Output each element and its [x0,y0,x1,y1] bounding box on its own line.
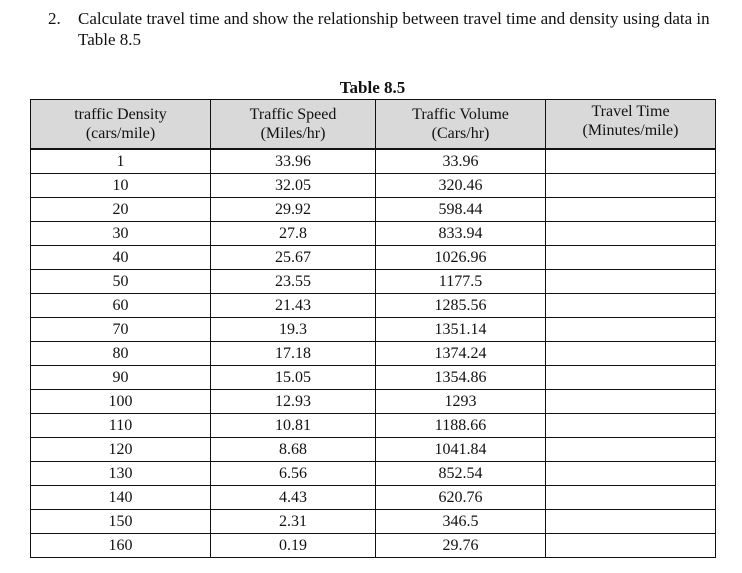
cell-travel-time [546,462,716,486]
cell-density: 90 [31,366,211,390]
cell-travel-time [546,414,716,438]
cell-speed: 2.31 [211,510,376,534]
cell-travel-time [546,534,716,558]
cell-density: 10 [31,174,211,198]
cell-density: 20 [31,198,211,222]
cell-volume: 1041.84 [376,438,546,462]
table-header-row [31,100,716,150]
question-number: 2. [48,9,61,28]
table-row [31,149,716,174]
header-travel-time-unit: (Minutes/mile) [582,122,679,139]
data-table [30,99,716,558]
table-row [31,462,716,486]
cell-density: 70 [31,318,211,342]
cell-travel-time [546,366,716,390]
cell-travel-time [546,222,716,246]
cell-volume: 33.96 [376,149,546,174]
cell-speed: 29.92 [211,198,376,222]
header-travel-time-label: Travel Time [591,103,670,120]
table-row [31,342,716,366]
header-volume-unit: (Cars/hr) [431,125,490,142]
cell-volume: 1188.66 [376,414,546,438]
cell-speed: 15.05 [211,366,376,390]
cell-volume: 29.76 [376,534,546,558]
cell-volume: 833.94 [376,222,546,246]
cell-travel-time [546,342,716,366]
header-volume-label: Traffic Volume [412,106,509,123]
table-row [31,486,716,510]
cell-travel-time [546,486,716,510]
table-row [31,438,716,462]
header-density [31,100,211,150]
table-caption: Table 8.5 [339,78,406,97]
cell-speed: 6.56 [211,462,376,486]
cell-density: 130 [31,462,211,486]
cell-travel-time [546,294,716,318]
cell-speed: 19.3 [211,318,376,342]
cell-speed: 12.93 [211,390,376,414]
cell-volume: 1177.5 [376,270,546,294]
cell-volume: 598.44 [376,198,546,222]
table-row [31,366,716,390]
cell-volume: 1351.14 [376,318,546,342]
table-row [31,318,716,342]
cell-density: 150 [31,510,211,534]
table-row [31,390,716,414]
cell-travel-time [546,318,716,342]
cell-density: 80 [31,342,211,366]
table-row [31,222,716,246]
table-row [31,246,716,270]
table-row [31,510,716,534]
cell-speed: 21.43 [211,294,376,318]
header-speed-label: Traffic Speed [249,106,337,123]
cell-speed: 0.19 [211,534,376,558]
table-row [31,174,716,198]
table-row [31,294,716,318]
cell-travel-time [546,149,716,174]
header-speed [211,100,376,150]
cell-speed: 4.43 [211,486,376,510]
cell-density: 60 [31,294,211,318]
cell-speed: 33.96 [211,149,376,174]
cell-travel-time [546,198,716,222]
cell-volume: 620.76 [376,486,546,510]
cell-density: 40 [31,246,211,270]
cell-speed: 25.67 [211,246,376,270]
header-density-unit: (cars/mile) [85,125,156,142]
cell-speed: 23.55 [211,270,376,294]
cell-density: 120 [31,438,211,462]
cell-volume: 1026.96 [376,246,546,270]
cell-density: 30 [31,222,211,246]
header-density-label: traffic Density [74,106,167,123]
cell-travel-time [546,510,716,534]
header-travel-time [546,100,716,150]
cell-speed: 17.18 [211,342,376,366]
cell-density: 1 [31,149,211,174]
cell-volume: 1285.56 [376,294,546,318]
cell-volume: 852.54 [376,462,546,486]
cell-speed: 8.68 [211,438,376,462]
cell-volume: 1293 [376,390,546,414]
cell-density: 140 [31,486,211,510]
header-volume [376,100,546,150]
question-text: Calculate travel time and show the relationship between travel time and density using data in Table 8.5 [78,9,710,49]
cell-density: 160 [31,534,211,558]
cell-volume: 320.46 [376,174,546,198]
cell-speed: 27.8 [211,222,376,246]
cell-density: 110 [31,414,211,438]
cell-density: 50 [31,270,211,294]
cell-density: 100 [31,390,211,414]
question [48,8,728,50]
cell-volume: 346.5 [376,510,546,534]
table-row [31,198,716,222]
cell-travel-time [546,246,716,270]
cell-travel-time [546,270,716,294]
table-row [31,270,716,294]
table-row [31,414,716,438]
cell-speed: 10.81 [211,414,376,438]
cell-travel-time [546,438,716,462]
cell-volume: 1374.24 [376,342,546,366]
cell-travel-time [546,390,716,414]
cell-travel-time [546,174,716,198]
table-row [31,534,716,558]
table-body [31,149,716,558]
cell-volume: 1354.86 [376,366,546,390]
header-speed-unit: (Miles/hr) [260,125,326,142]
cell-speed: 32.05 [211,174,376,198]
